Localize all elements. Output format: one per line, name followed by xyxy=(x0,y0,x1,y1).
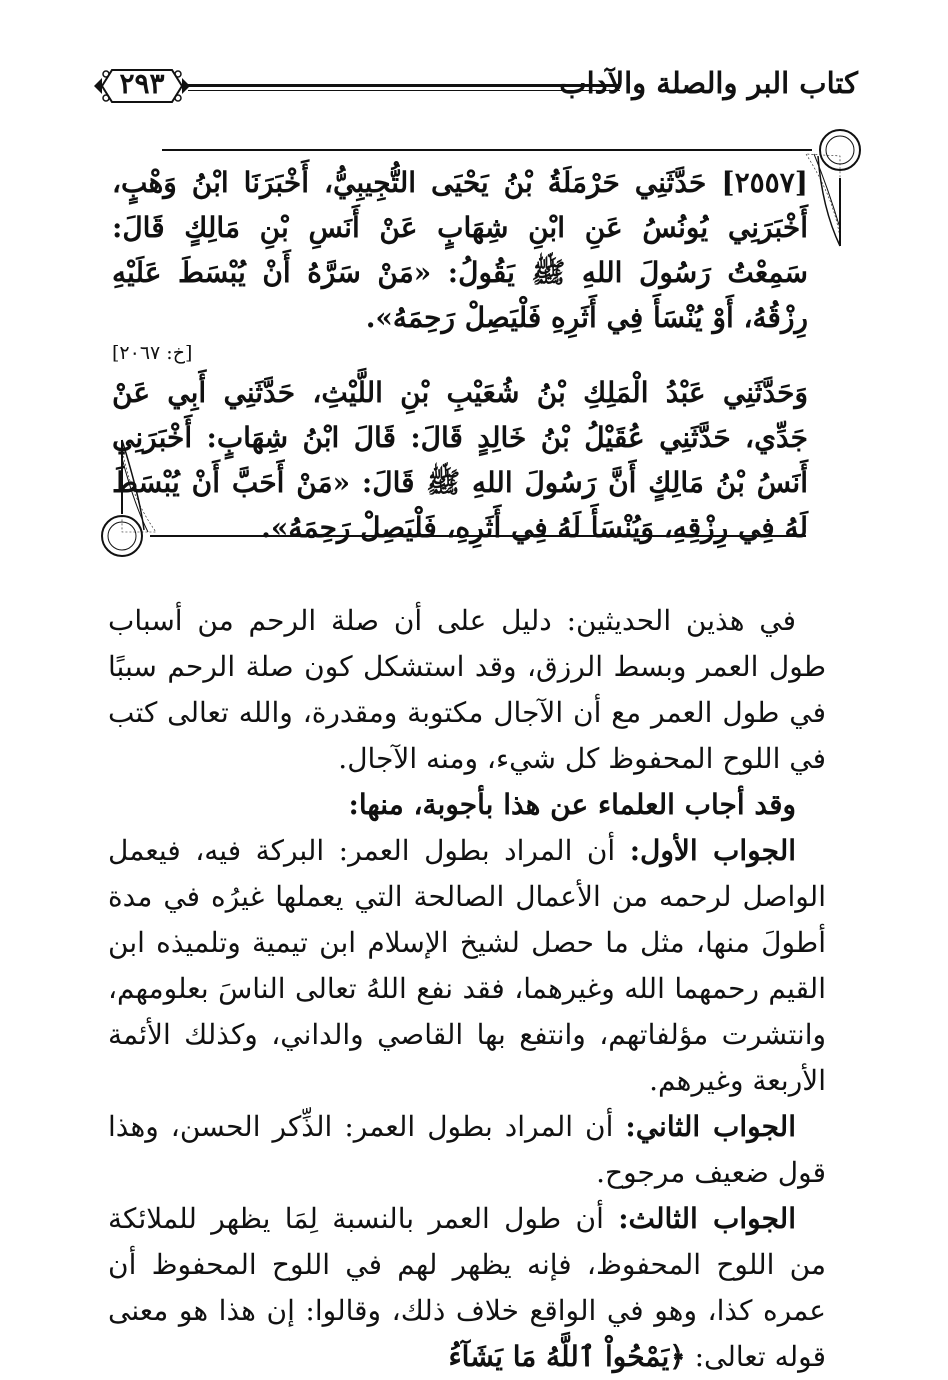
page-number: ٢٩٣ xyxy=(119,67,165,100)
answer-third-text: أن طول العمر بالنسبة لِمَا يظهر للملائكة من اللوح المحفوظ، فإنه يظهر لهم في اللوح المحفوظ أن عمره كذا، وهو في الواقع خلاف ذلك، وقالوا: إن هذا هو معنى قوله تعالى: xyxy=(108,1202,826,1373)
commentary xyxy=(108,598,826,1380)
page-number-ornament xyxy=(92,64,192,108)
commentary-intro: في هذين الحديثين: دليل على أن صلة الرحم من أسباب طول العمر وبسط الرزق، وقد استشكل كون صلة الرحم سببًا في طول العمر مع أن الآجال مكتوبة ومقدرة، والله تعالى كتب في اللوح المحفوظ كل شيء، ومنه الآجال. xyxy=(108,604,826,775)
book-title: كتاب البر والصلة والآداب xyxy=(559,66,858,100)
answer-third-label: الجواب الثالث: xyxy=(618,1202,796,1235)
page-header xyxy=(92,64,858,112)
answer-third xyxy=(108,1196,826,1380)
cross-reference: [خ: ٢٠٦٧] xyxy=(112,342,193,364)
hadith-second: وَحَدَّثَنِي عَبْدُ الْمَلِكِ بْنُ شُعَيْبِ بْنِ اللَّيْثِ، حَدَّثَنِي أَبِي عَنْ جَدِّي، حَدَّثَنِي عُقَيْلُ بْنُ خَالِدٍ قَالَ: قَالَ ابْنُ شِهَابٍ: أَخْبَرَنِي أَنَسُ بْنُ مَالِكٍ أَنَّ رَسُولَ اللهِ ﷺ قَالَ: «مَنْ أَحَبَّ أَنْ يُبْسَطَ لَهُ فِي رِزْقِهِ، وَيُنْسَأَ لَهُ فِي أَثَرِهِ، فَلْيَصِلْ رَحِمَهُ». xyxy=(112,376,808,544)
answer-first-text: أن المراد بطول العمر: البركة فيه، فيعمل الواصل لرحمه من الأعمال الصالحة التي يعملها غيرُه في مدة أطولَ منها، مثل ما حصل لشيخ الإسلام ابن تيمية وتلميذه ابن القيم رحمهما الله وغيرهما، فقد نفع اللهُ تعالى الناسَ بعلومهم، وانتشرت مؤلفاتهم، وانتفع بها القاصي والداني، وكذلك الأئمة الأربعة وغيرهم. xyxy=(108,834,826,1097)
hadith-block xyxy=(112,160,808,550)
answer-first xyxy=(108,828,826,1104)
answer-second-text: أن المراد بطول العمر: الذِّكر الحسن، وهذا قول ضعيف مرجوح. xyxy=(108,1110,826,1189)
answers-subheading: وقد أجاب العلماء عن هذا بأجوبة، منها: xyxy=(348,788,796,821)
answer-first-label: الجواب الأول: xyxy=(629,834,797,867)
header-rule xyxy=(188,84,620,87)
answer-second xyxy=(108,1104,826,1196)
hadith-first: [٢٥٥٧] حَدَّثَنِي حَرْمَلَةُ بْنُ يَحْيَى التُّجِيبِيُّ، أَخْبَرَنَا ابْنُ وَهْبٍ، أَخْبَرَنِي يُونُسُ عَنِ ابْنِ شِهَابٍ عَنْ أَنَسِ بْنِ مَالِكٍ قَالَ: سَمِعْتُ رَسُولَ اللهِ ﷺ يَقُولُ: «مَنْ سَرَّهُ أَنْ يُبْسَطَ عَلَيْهِ رِزْقُهُ، أَوْ يُنْسَأَ فِي أَثَرِهِ فَلْيَصِلْ رَحِمَهُ». xyxy=(112,166,808,334)
quran-quote: ﴿يَمْحُواْ ٱللَّهُ مَا يَشَآءُ xyxy=(448,1340,686,1373)
answer-second-label: الجواب الثاني: xyxy=(625,1110,796,1143)
